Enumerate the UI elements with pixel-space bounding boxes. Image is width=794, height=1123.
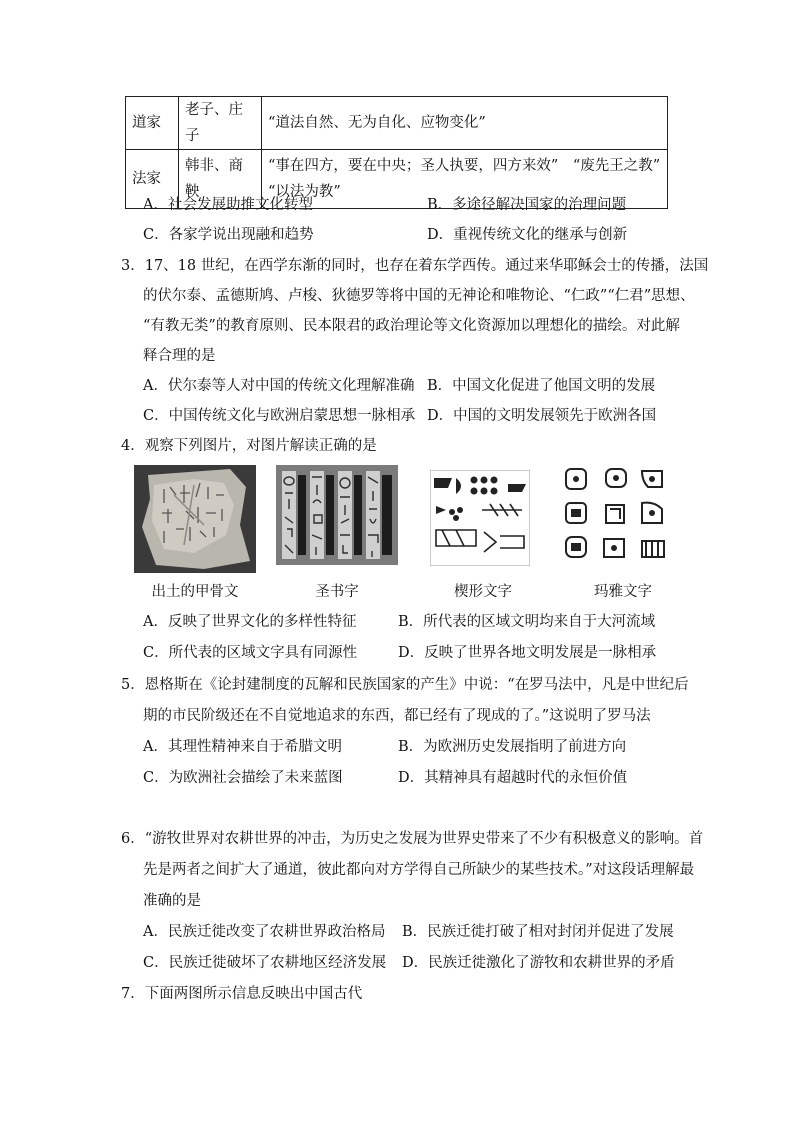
q4-option-a: A．反映了世界文化的多样性特征 bbox=[143, 614, 357, 630]
people-cell: 老子、庄子 bbox=[179, 97, 262, 150]
q2-option-b: B．多途径解决国家的治理问题 bbox=[427, 197, 627, 213]
caption-maya: 玛雅文字 bbox=[594, 584, 652, 600]
q3-stem-line: “有教无类”的教育原则、民本限君的政治理论等文化资源加以理想化的描绘。对此解 bbox=[143, 318, 680, 334]
q3-stem-line: 释合理的是 bbox=[143, 348, 216, 364]
caption-cuneiform: 楔形文字 bbox=[454, 584, 512, 600]
table-row bbox=[126, 97, 668, 150]
hieroglyph-image bbox=[276, 465, 398, 565]
q6-option-d: D．民族迁徙激化了游牧和农耕世界的矛盾 bbox=[402, 955, 675, 971]
schools-table bbox=[125, 96, 668, 209]
q6-stem-line: 6．“游牧世界对农耕世界的冲击，为历史之发展为世界史带来了不少有积极意义的影响。首 bbox=[121, 831, 704, 847]
q4-option-d: D．反映了世界各地文明发展是一脉相承 bbox=[398, 645, 657, 661]
caption-hieroglyph: 圣书字 bbox=[315, 584, 359, 600]
q5-stem-line: 期的市民阶级还在不自觉地追求的东西，都已经有了现成的了。”这说明了罗马法 bbox=[143, 708, 651, 724]
ideas-cell bbox=[262, 97, 668, 150]
q4-option-c: C．所代表的区域文字具有同源性 bbox=[143, 645, 358, 661]
q5-option-b: B．为欧洲历史发展指明了前进方向 bbox=[398, 739, 627, 755]
q5-option-c: C．为欧洲社会描绘了未来蓝图 bbox=[143, 770, 343, 786]
people-cell: 韩非、商鞅 bbox=[179, 150, 262, 209]
idea-text: “道法自然、无为自化、应物变化” bbox=[268, 115, 486, 131]
q2-option-d: D．重视传统文化的继承与创新 bbox=[427, 227, 628, 243]
q3-option-c: C．中国传统文化与欧洲启蒙思想一脉相承 bbox=[143, 408, 416, 424]
q5-stem-line: 5．恩格斯在《论封建制度的瓦解和民族国家的产生》中说：“在罗马法中，凡是中世纪后 bbox=[121, 677, 689, 693]
q6-option-a: A．民族迁徙改变了农耕世界政治格局 bbox=[143, 924, 386, 940]
idea-text: “事在四方，要在中央；圣人执要，四方来效” “废先王之教” bbox=[268, 158, 661, 174]
q7-stem: 7．下面两图所示信息反映出中国古代 bbox=[121, 986, 363, 1002]
q3-stem-line: 3．17、18 世纪，在西学东渐的同时，也存在着东学西传。通过来华耶稣会士的传播，法国 bbox=[121, 258, 709, 274]
oracle-bone-image bbox=[134, 465, 256, 573]
school-cell: 法家 bbox=[126, 150, 179, 209]
q3-option-a: A．伏尔泰等人对中国的传统文化理解准确 bbox=[143, 378, 415, 394]
q6-stem-line: 准确的是 bbox=[143, 893, 201, 909]
q4-stem: 4．观察下列图片，对图片解读正确的是 bbox=[121, 438, 377, 454]
maya-glyph-image bbox=[562, 465, 672, 565]
q3-stem-line: 的伏尔泰、孟德斯鸠、卢梭、狄德罗等将中国的无神论和唯物论、“仁政”“仁君”思想、 bbox=[143, 288, 695, 304]
school-cell: 道家 bbox=[126, 97, 179, 150]
q6-option-b: B．民族迁徙打破了相对封闭并促进了发展 bbox=[402, 924, 674, 940]
q4-option-b: B．所代表的区域文明均来自于大河流域 bbox=[398, 614, 656, 630]
q5-option-d: D．其精神具有超越时代的永恒价值 bbox=[398, 770, 628, 786]
q3-option-b: B．中国文化促进了他国文明的发展 bbox=[427, 378, 656, 394]
idea-text: “以法为教” bbox=[268, 184, 341, 200]
q6-stem-line: 先是两者之间扩大了通道，彼此都向对方学得自己所缺少的某些技术。”对这段话理解最 bbox=[143, 862, 695, 878]
q2-option-c: C．各家学说出现融和趋势 bbox=[143, 227, 314, 243]
caption-oracle-bone: 出土的甲骨文 bbox=[151, 584, 239, 600]
q5-option-a: A．其理性精神来自于希腊文明 bbox=[143, 739, 342, 755]
q3-option-d: D．中国的文明发展领先于欧洲各国 bbox=[427, 408, 657, 424]
q6-option-c: C．民族迁徙破坏了农耕地区经济发展 bbox=[143, 955, 387, 971]
q2-option-a: A．社会发展助推文化转型 bbox=[143, 197, 313, 213]
cuneiform-image bbox=[430, 470, 530, 566]
